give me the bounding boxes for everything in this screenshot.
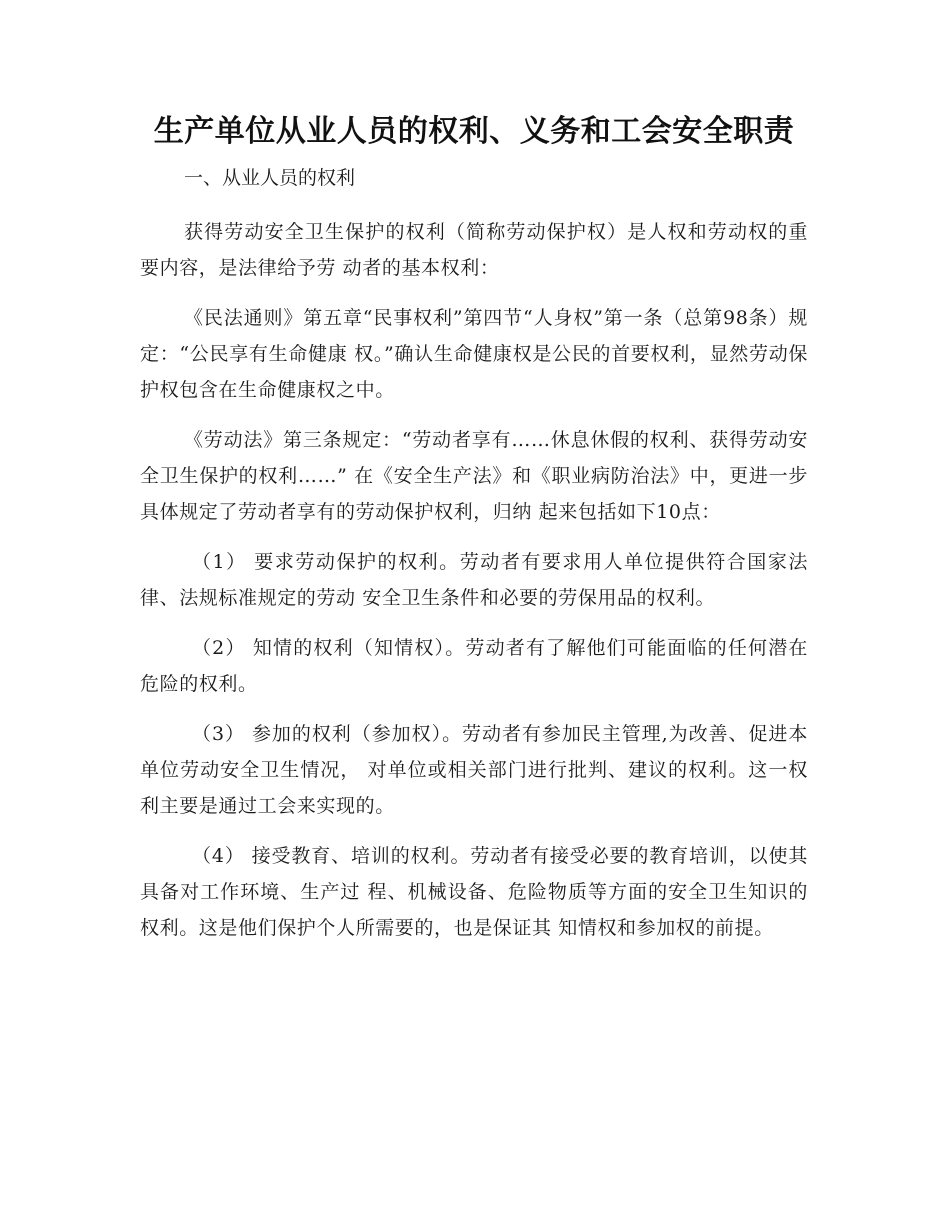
civil-law-paragraph: 《民法通则》第五章“民事权利”第四节“人身权”第一条（总第98条）规定：“公民享有生命健康 权。”确认生命健康权是公民的首要权利，显然劳动保护权包含在生命健康权之中。 bbox=[140, 307, 808, 401]
list-item-1: （1） 要求劳动保护的权利。劳动者有要求用人单位提供符合国家法律、法规标准规定的劳动 安全卫生条件和必要的劳保用品的权利。 bbox=[140, 551, 808, 609]
list-item-3: （3） 参加的权利（参加权）。劳动者有参加民主管理,为改善、促进本单位劳动安全卫生情况， 对单位或相关部门进行批判、建议的权利。这一权利主要是通过工会来实现的。 bbox=[140, 723, 808, 817]
intro-paragraph: 获得劳动安全卫生保护的权利（简称劳动保护权）是人权和劳动权的重要内容，是法律给予劳 动者的基本权利： bbox=[140, 221, 808, 279]
document-page bbox=[140, 104, 808, 946]
list-item-2: （2） 知情的权利（知情权）。劳动者有了解他们可能面临的任何潜在危险的权利。 bbox=[140, 637, 808, 695]
document-title: 生产单位从业人员的权利、义务和工会安全职责 bbox=[153, 114, 795, 149]
labor-law-paragraph: 《劳动法》第三条规定：“劳动者享有……休息休假的权利、获得劳动安全卫生保护的权利……” 在《安全生产法》和《职业病防治法》中，更进一步具体规定了劳动者享有的劳动保护权利，归纳 起来包括如下10点： bbox=[140, 429, 808, 523]
list-item-4: （4） 接受教育、培训的权利。劳动者有接受必要的教育培训，以使其具备对工作环境、生产过 程、机械设备、危险物质等方面的安全卫生知识的权利。这是他们保护个人所需要的，也是保证其 知情权和参加权的前提。 bbox=[140, 845, 808, 939]
section-heading: 一、从业人员的权利 bbox=[184, 167, 356, 189]
